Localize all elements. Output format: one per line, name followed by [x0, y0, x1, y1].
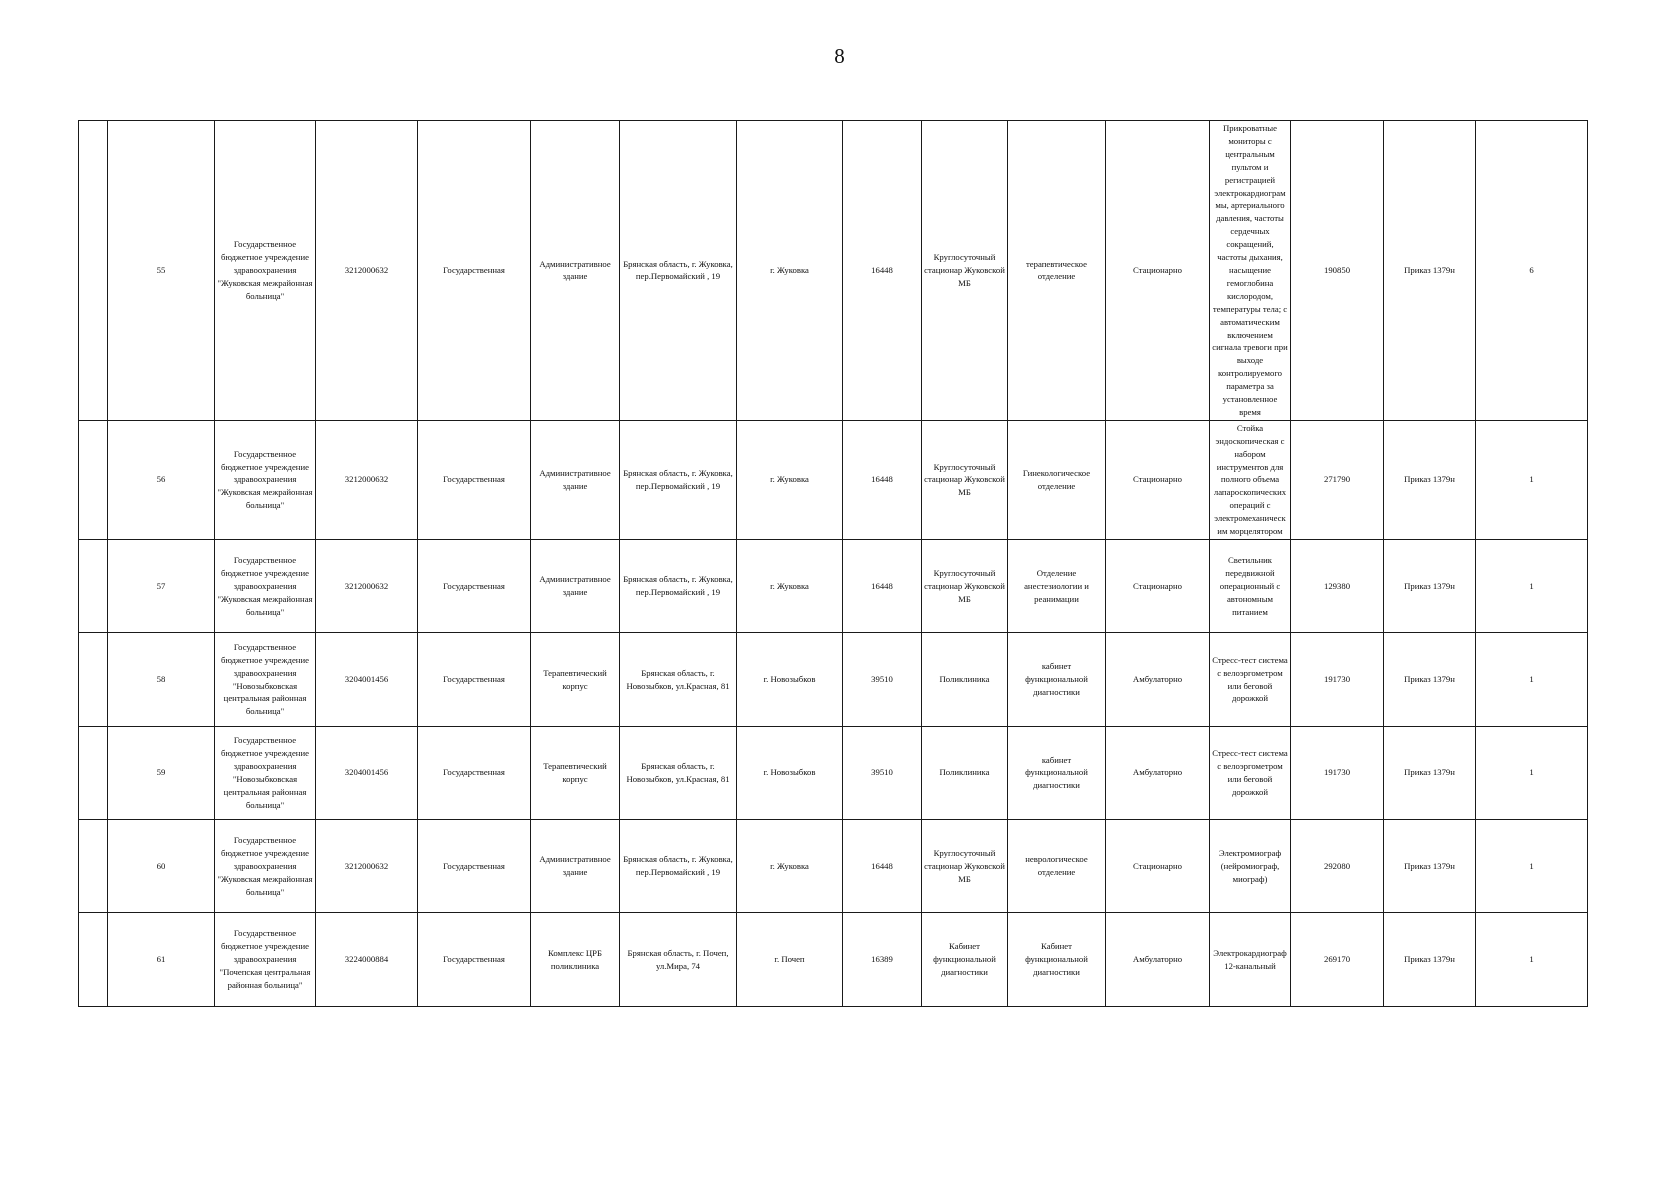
cell-population: 16389 [843, 913, 922, 1006]
cell-population: 16448 [843, 121, 922, 421]
cell-quantity: 1 [1476, 726, 1588, 819]
cell-institution: Государственное бюджетное учреждение здравоохранения "Новозыбковская центральная районная больница" [215, 633, 316, 726]
cell-quantity: 1 [1476, 420, 1588, 539]
cell-equipment: Электрокардиограф 12-канальный [1210, 913, 1291, 1006]
cell-row-number: 55 [108, 121, 215, 421]
cell-price: 191730 [1291, 633, 1384, 726]
cell-population: 39510 [843, 726, 922, 819]
cell-inn: 3212000632 [316, 820, 418, 913]
cell-blank [79, 633, 108, 726]
cell-institution: Государственное бюджетное учреждение здравоохранения "Почепская центральная районная больница" [215, 913, 316, 1006]
cell-address: Брянская область, г. Новозыбков, ул.Красная, 81 [620, 726, 737, 819]
table-row [79, 420, 1588, 539]
cell-care-type: Стационарно [1106, 420, 1210, 539]
cell-quantity: 1 [1476, 540, 1588, 633]
cell-locality: г. Жуковка [737, 121, 843, 421]
cell-care-type: Стационарно [1106, 121, 1210, 421]
equipment-table [78, 120, 1588, 1007]
cell-building: Административное здание [531, 820, 620, 913]
cell-inn: 3204001456 [316, 726, 418, 819]
cell-institution: Государственное бюджетное учреждение здравоохранения "Жуковская межрайонная больница" [215, 121, 316, 421]
cell-building: Административное здание [531, 420, 620, 539]
cell-equipment: Стресс-тест система с велоэргометром или беговой дорожкой [1210, 633, 1291, 726]
cell-facility: Поликлиника [922, 726, 1008, 819]
cell-ownership: Государственная [418, 633, 531, 726]
cell-quantity: 1 [1476, 913, 1588, 1006]
cell-equipment: Светильник передвижной операционный с автономным питанием [1210, 540, 1291, 633]
cell-department: Гинекологическое отделение [1008, 420, 1106, 539]
cell-locality: г. Новозыбков [737, 633, 843, 726]
cell-ownership: Государственная [418, 913, 531, 1006]
cell-department: Кабинет функциональной диагностики [1008, 913, 1106, 1006]
table-row [79, 726, 1588, 819]
cell-blank [79, 913, 108, 1006]
cell-order: Приказ 1379н [1384, 726, 1476, 819]
cell-quantity: 1 [1476, 820, 1588, 913]
cell-order: Приказ 1379н [1384, 820, 1476, 913]
cell-ownership: Государственная [418, 540, 531, 633]
cell-department: Отделение анестезиологии и реанимации [1008, 540, 1106, 633]
cell-address: Брянская область, г. Жуковка, пер.Первомайский , 19 [620, 820, 737, 913]
table-row [79, 540, 1588, 633]
cell-facility: Круглосуточный стационар Жуковской МБ [922, 121, 1008, 421]
cell-address: Брянская область, г. Почеп, ул.Мира, 74 [620, 913, 737, 1006]
cell-equipment: Прикроватные мониторы с центральным пультом и регистрацией электрокардиограммы, артериального давления, частоты сердечных сокращений, частоты дыхания, насыщение гемоглобина кислородом, температуры тела; с автоматическим включением сигнала тревоги при выходе контролируемого параметра за установленное время [1210, 121, 1291, 421]
cell-inn: 3212000632 [316, 420, 418, 539]
cell-order: Приказ 1379н [1384, 121, 1476, 421]
cell-order: Приказ 1379н [1384, 540, 1476, 633]
cell-care-type: Амбулаторно [1106, 726, 1210, 819]
cell-building: Терапевтический корпус [531, 726, 620, 819]
cell-care-type: Амбулаторно [1106, 633, 1210, 726]
cell-row-number: 58 [108, 633, 215, 726]
cell-building: Терапевтический корпус [531, 633, 620, 726]
cell-row-number: 59 [108, 726, 215, 819]
cell-blank [79, 540, 108, 633]
cell-facility: Кабинет функциональной диагностики [922, 913, 1008, 1006]
cell-ownership: Государственная [418, 121, 531, 421]
table-row [79, 913, 1588, 1006]
cell-population: 16448 [843, 820, 922, 913]
cell-inn: 3212000632 [316, 121, 418, 421]
cell-facility: Круглосуточный стационар Жуковской МБ [922, 820, 1008, 913]
cell-population: 16448 [843, 420, 922, 539]
cell-ownership: Государственная [418, 820, 531, 913]
cell-population: 16448 [843, 540, 922, 633]
cell-building: Административное здание [531, 121, 620, 421]
cell-care-type: Амбулаторно [1106, 913, 1210, 1006]
cell-facility: Круглосуточный стационар Жуковской МБ [922, 420, 1008, 539]
cell-ownership: Государственная [418, 420, 531, 539]
cell-row-number: 61 [108, 913, 215, 1006]
cell-locality: г. Почеп [737, 913, 843, 1006]
table-row [79, 633, 1588, 726]
cell-equipment: Стресс-тест система с велоэргометром или беговой дорожкой [1210, 726, 1291, 819]
cell-department: неврологическое отделение [1008, 820, 1106, 913]
cell-inn: 3224000884 [316, 913, 418, 1006]
cell-blank [79, 420, 108, 539]
cell-address: Брянская область, г. Жуковка, пер.Первомайский , 19 [620, 420, 737, 539]
cell-address: Брянская область, г. Жуковка, пер.Первомайский , 19 [620, 540, 737, 633]
cell-price: 190850 [1291, 121, 1384, 421]
cell-quantity: 1 [1476, 633, 1588, 726]
cell-blank [79, 121, 108, 421]
cell-quantity: 6 [1476, 121, 1588, 421]
cell-equipment: Электромиограф (нейромиограф, миограф) [1210, 820, 1291, 913]
table-row [79, 820, 1588, 913]
cell-inn: 3204001456 [316, 633, 418, 726]
cell-locality: г. Новозыбков [737, 726, 843, 819]
cell-address: Брянская область, г. Жуковка, пер.Первомайский , 19 [620, 121, 737, 421]
cell-facility: Поликлиника [922, 633, 1008, 726]
cell-care-type: Стационарно [1106, 820, 1210, 913]
cell-order: Приказ 1379н [1384, 420, 1476, 539]
cell-locality: г. Жуковка [737, 820, 843, 913]
cell-blank [79, 820, 108, 913]
cell-address: Брянская область, г. Новозыбков, ул.Красная, 81 [620, 633, 737, 726]
cell-institution: Государственное бюджетное учреждение здравоохранения "Жуковская межрайонная больница" [215, 420, 316, 539]
cell-institution: Государственное бюджетное учреждение здравоохранения "Новозыбковская центральная районная больница" [215, 726, 316, 819]
cell-institution: Государственное бюджетное учреждение здравоохранения "Жуковская межрайонная больница" [215, 540, 316, 633]
table-row [79, 121, 1588, 421]
cell-price: 129380 [1291, 540, 1384, 633]
cell-equipment: Стойка эндоскопическая с набором инструментов для полного объема лапароскопических операций с электромеханическим морцелятором [1210, 420, 1291, 539]
cell-price: 191730 [1291, 726, 1384, 819]
cell-blank [79, 726, 108, 819]
cell-facility: Круглосуточный стационар Жуковской МБ [922, 540, 1008, 633]
cell-building: Административное здание [531, 540, 620, 633]
cell-institution: Государственное бюджетное учреждение здравоохранения "Жуковская межрайонная больница" [215, 820, 316, 913]
cell-price: 292080 [1291, 820, 1384, 913]
cell-row-number: 57 [108, 540, 215, 633]
cell-care-type: Стационарно [1106, 540, 1210, 633]
cell-price: 269170 [1291, 913, 1384, 1006]
cell-order: Приказ 1379н [1384, 913, 1476, 1006]
cell-building: Комплекс ЦРБ поликлиника [531, 913, 620, 1006]
cell-department: кабинет функциональной диагностики [1008, 726, 1106, 819]
cell-price: 271790 [1291, 420, 1384, 539]
cell-department: кабинет функциональной диагностики [1008, 633, 1106, 726]
cell-order: Приказ 1379н [1384, 633, 1476, 726]
cell-department: терапевтическое отделение [1008, 121, 1106, 421]
cell-row-number: 56 [108, 420, 215, 539]
page-number: 8 [834, 44, 845, 68]
cell-row-number: 60 [108, 820, 215, 913]
cell-locality: г. Жуковка [737, 540, 843, 633]
cell-ownership: Государственная [418, 726, 531, 819]
cell-locality: г. Жуковка [737, 420, 843, 539]
cell-population: 39510 [843, 633, 922, 726]
cell-inn: 3212000632 [316, 540, 418, 633]
